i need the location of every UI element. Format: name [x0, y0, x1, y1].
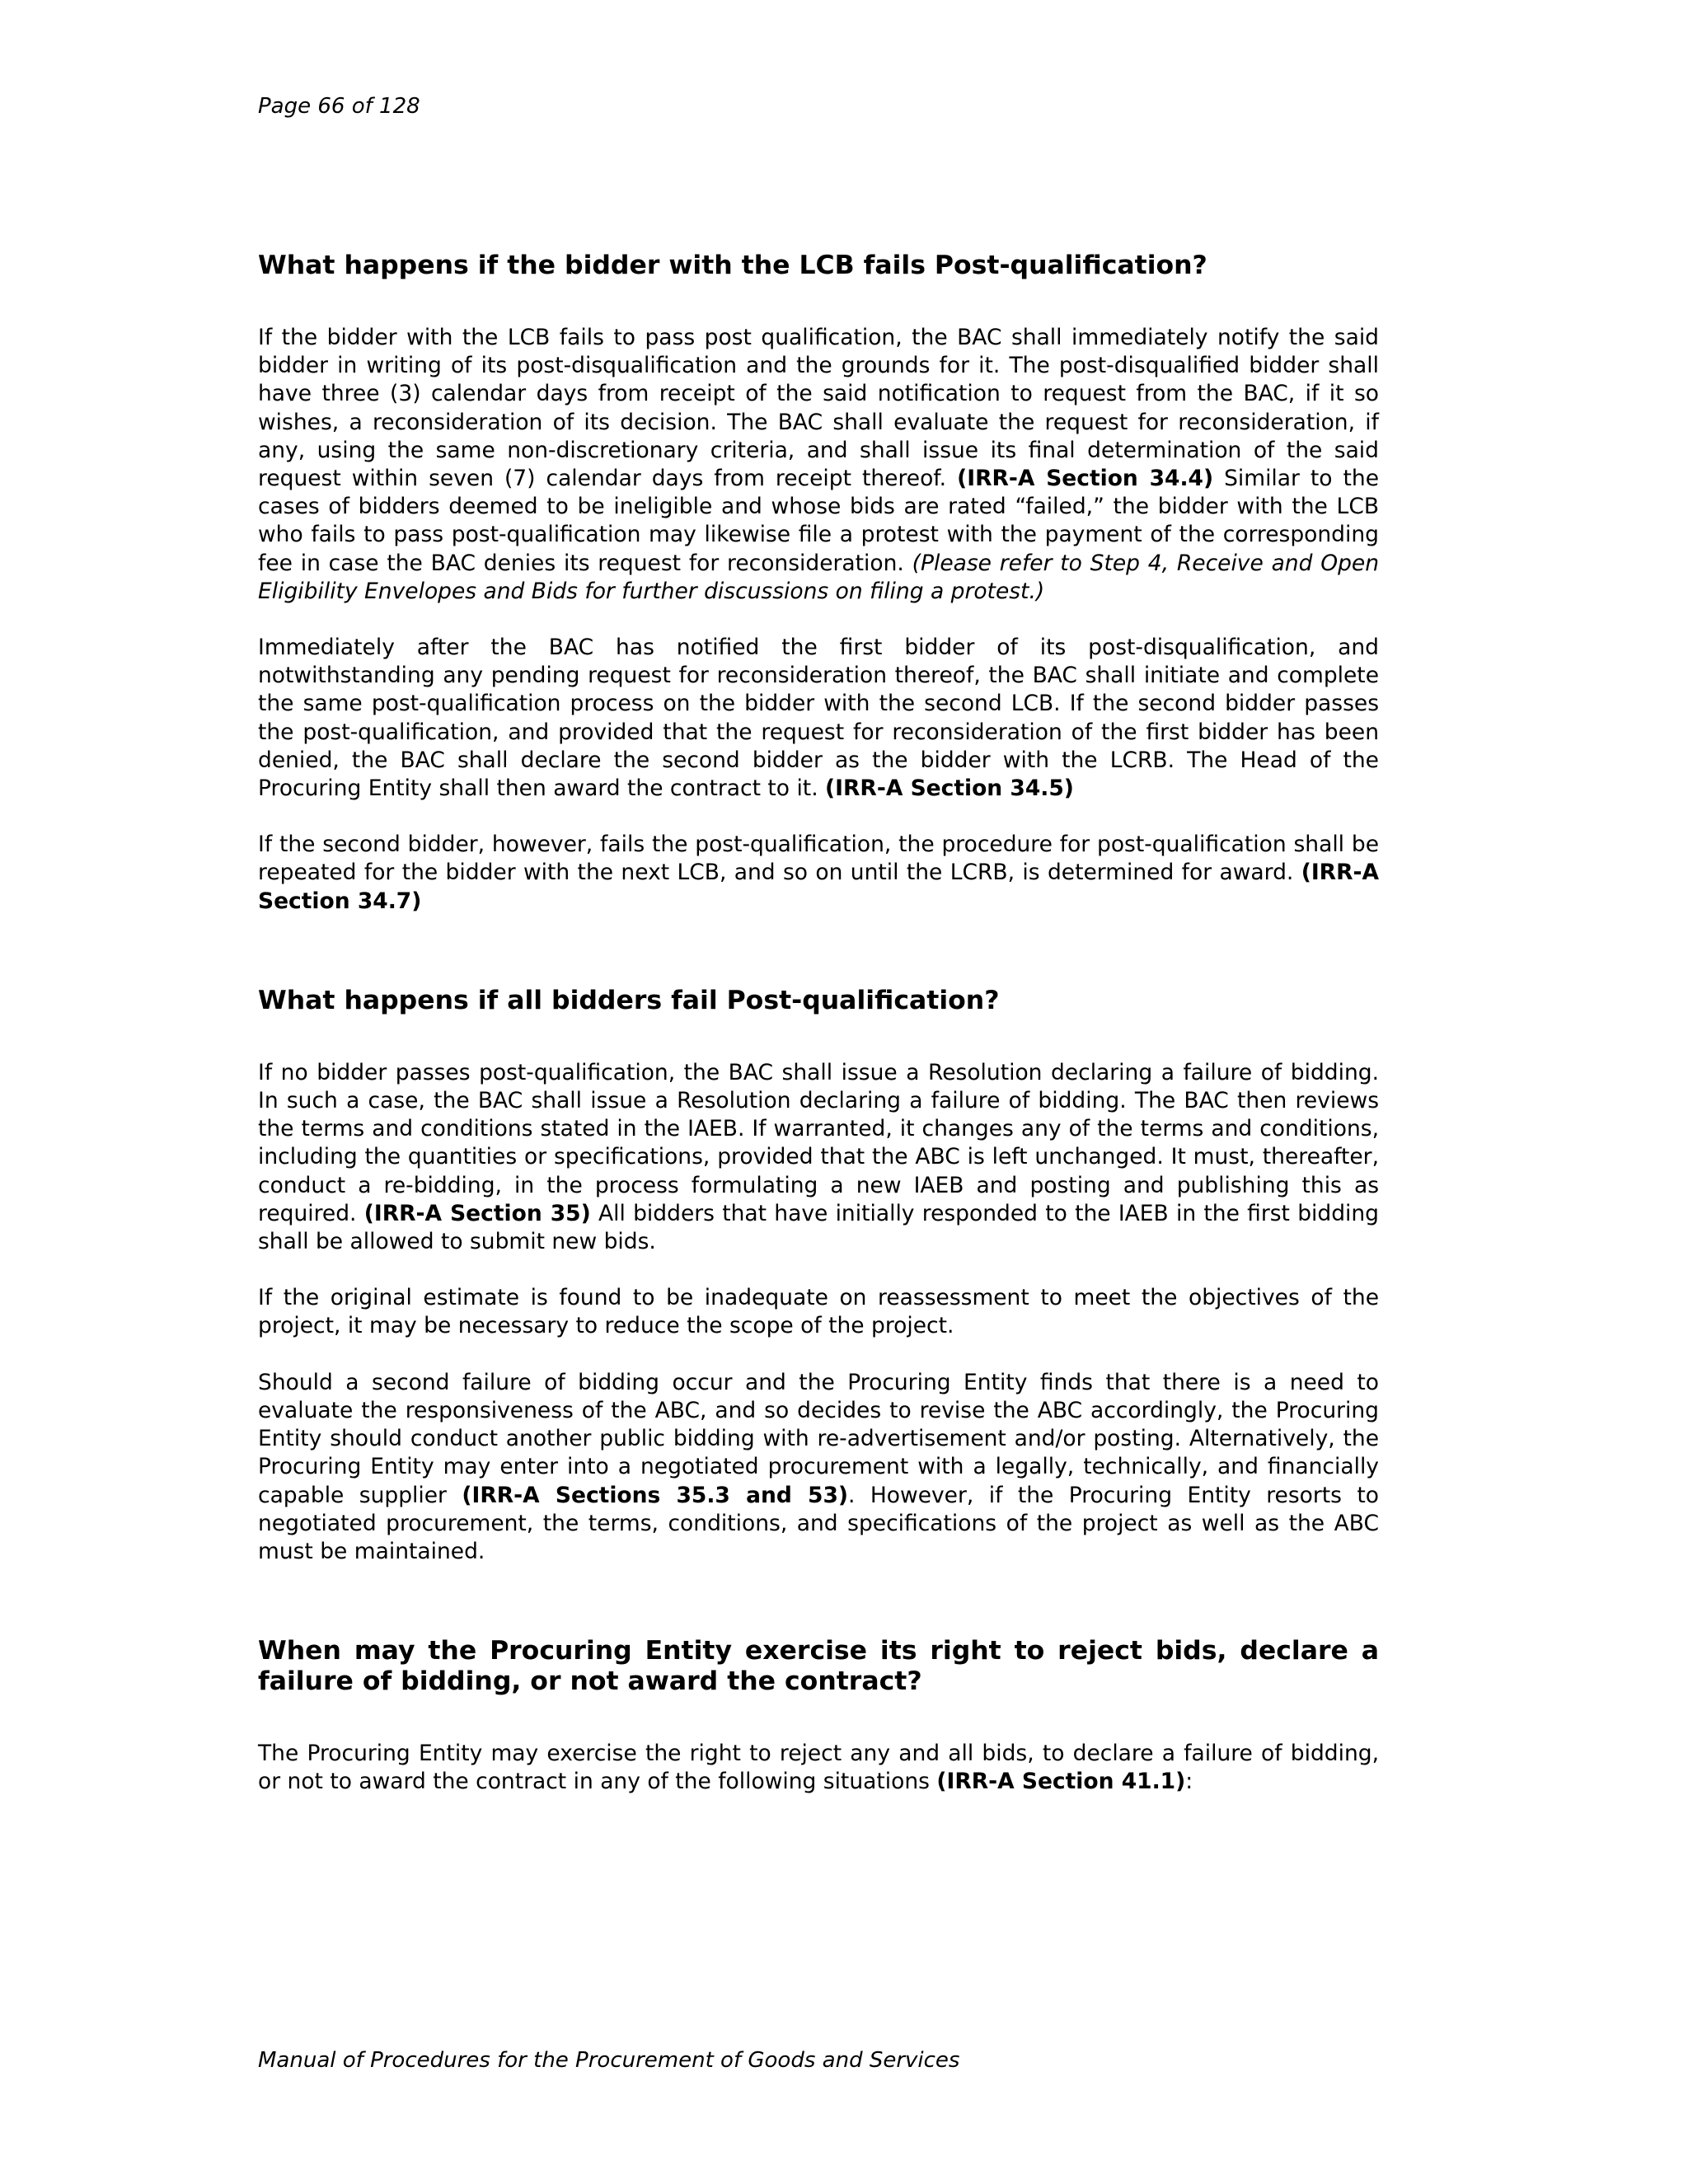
paragraph: [258, 1740, 1379, 1796]
paragraph-text: Immediately after the BAC has notified the first bidder of its post-disqualification, and notwithstanding any pending request for reconsideration thereof, the BAC shall initiate and complete the same post-qualification process on the bidder with the second LCB. If the second bidder passes the post-qualification, and provided that the request for reconsideration of the first bidder has been denied, the BAC shall declare the second bidder as the bidder with the LCRB. The Head of the Procuring Entity shall then award the contract to it.: [258, 635, 1379, 802]
paragraph: [258, 324, 1379, 606]
paragraph: [258, 1369, 1379, 1566]
page-number: Page 66 of 128: [258, 94, 420, 119]
section-heading-lcb-fails: What happens if the bidder with the LCB fails Post-qualification?: [258, 251, 1207, 280]
paragraph-text: If the original estimate is found to be inadequate on reassessment to meet the objectives of the project, it may be necessary to reduce the scope of the project.: [258, 1285, 1379, 1339]
paragraph-text: If the second bidder, however, fails the post-qualification, the procedure for post-qualification shall be repeated for the bidder with the next LCB, and so on until the LCRB, is determined for award.: [258, 832, 1379, 886]
paragraph-text: If no bidder passes post-qualification, the BAC shall issue a Resolution declaring a failure of bidding. In such a case, the BAC shall issue a Resolution declaring a failure of bidding. The BAC then reviews the terms and conditions stated in the IAEB. If warranted, it changes any of the terms and conditions, including the quantities or specifications, provided that the ABC is left unchanged. It must, thereafter, conduct a re-bidding, in the process formulating a new IAEB and posting and publishing this as required.: [258, 1059, 1379, 1226]
section-heading-reject-bids: When may the Procuring Entity exercise its right to reject bids, declare a failure of bidding, or not award the contract?: [258, 1636, 1379, 1697]
paragraph-text: :: [1185, 1769, 1193, 1795]
paragraph: [258, 1059, 1379, 1256]
legal-reference: (IRR-A Section 35): [363, 1200, 591, 1226]
paragraph: [258, 831, 1379, 916]
legal-reference: (IRR-A Sections 35.3 and 53): [462, 1482, 849, 1508]
legal-reference: (IRR-A Section 34.7): [258, 860, 1379, 914]
paragraph-text: All bidders that have initially responded to the IAEB in the first bidding shall be allowed to submit new bids.: [258, 1200, 1379, 1255]
legal-reference: (IRR-A Section 34.5): [825, 776, 1074, 802]
legal-reference: (IRR-A Section 41.1): [936, 1769, 1186, 1795]
paragraph-text: Similar to the cases of bidders deemed to be ineligible and whose bids are rated “failed,” the bidder with the LCB who fails to pass post-qualification may likewise file a protest with the payment of the corresponding fee in case the BAC denies its request for reconsideration.: [258, 466, 1379, 576]
paragraph-text: . However, if the Procuring Entity resorts to negotiated procurement, the terms, conditions, and specifications of the project as well as the ABC must be maintained.: [258, 1482, 1379, 1564]
paragraph-text: The Procuring Entity may exercise the right to reject any and all bids, to declare a failure of bidding, or not to award the contract in any of the following situations: [258, 1741, 1379, 1795]
paragraph-text: Should a second failure of bidding occur and the Procuring Entity finds that there is a need to evaluate the responsiveness of the ABC, and so decides to revise the ABC accordingly, the Procuring Entity should conduct another public bidding with re-advertisement and/or posting. Alternatively, the Procuring Entity may enter into a negotiated procurement with a legally, technically, and financially capable supplier: [258, 1369, 1379, 1508]
document-body: [258, 251, 1379, 1797]
legal-reference: (IRR-A Section 34.4): [957, 466, 1214, 492]
paragraph: [258, 634, 1379, 803]
footer-title: Manual of Procedures for the Procurement of Goods and Services: [258, 2048, 960, 2073]
section-heading-all-fail: What happens if all bidders fail Post-qualification?: [258, 985, 1000, 1015]
paragraph-text: If the bidder with the LCB fails to pass post qualification, the BAC shall immediately notify the said bidder in writing of its post-disqualification and the grounds for it. The post-disqualified bidder shall have three (3) calendar days from receipt of the said notification to request from the BAC, if it so wishes, a reconsideration of its decision. The BAC shall evaluate the request for reconsideration, if any, using the same non-discretionary criteria, and shall issue its final determination of the said request within seven (7) calendar days from receipt thereof.: [258, 325, 1379, 492]
cross-reference-note: (Please refer to Step 4, Receive and Open Eligibility Envelopes and Bids for further discussions on filing a protest.): [258, 550, 1379, 604]
paragraph: [258, 1284, 1379, 1340]
